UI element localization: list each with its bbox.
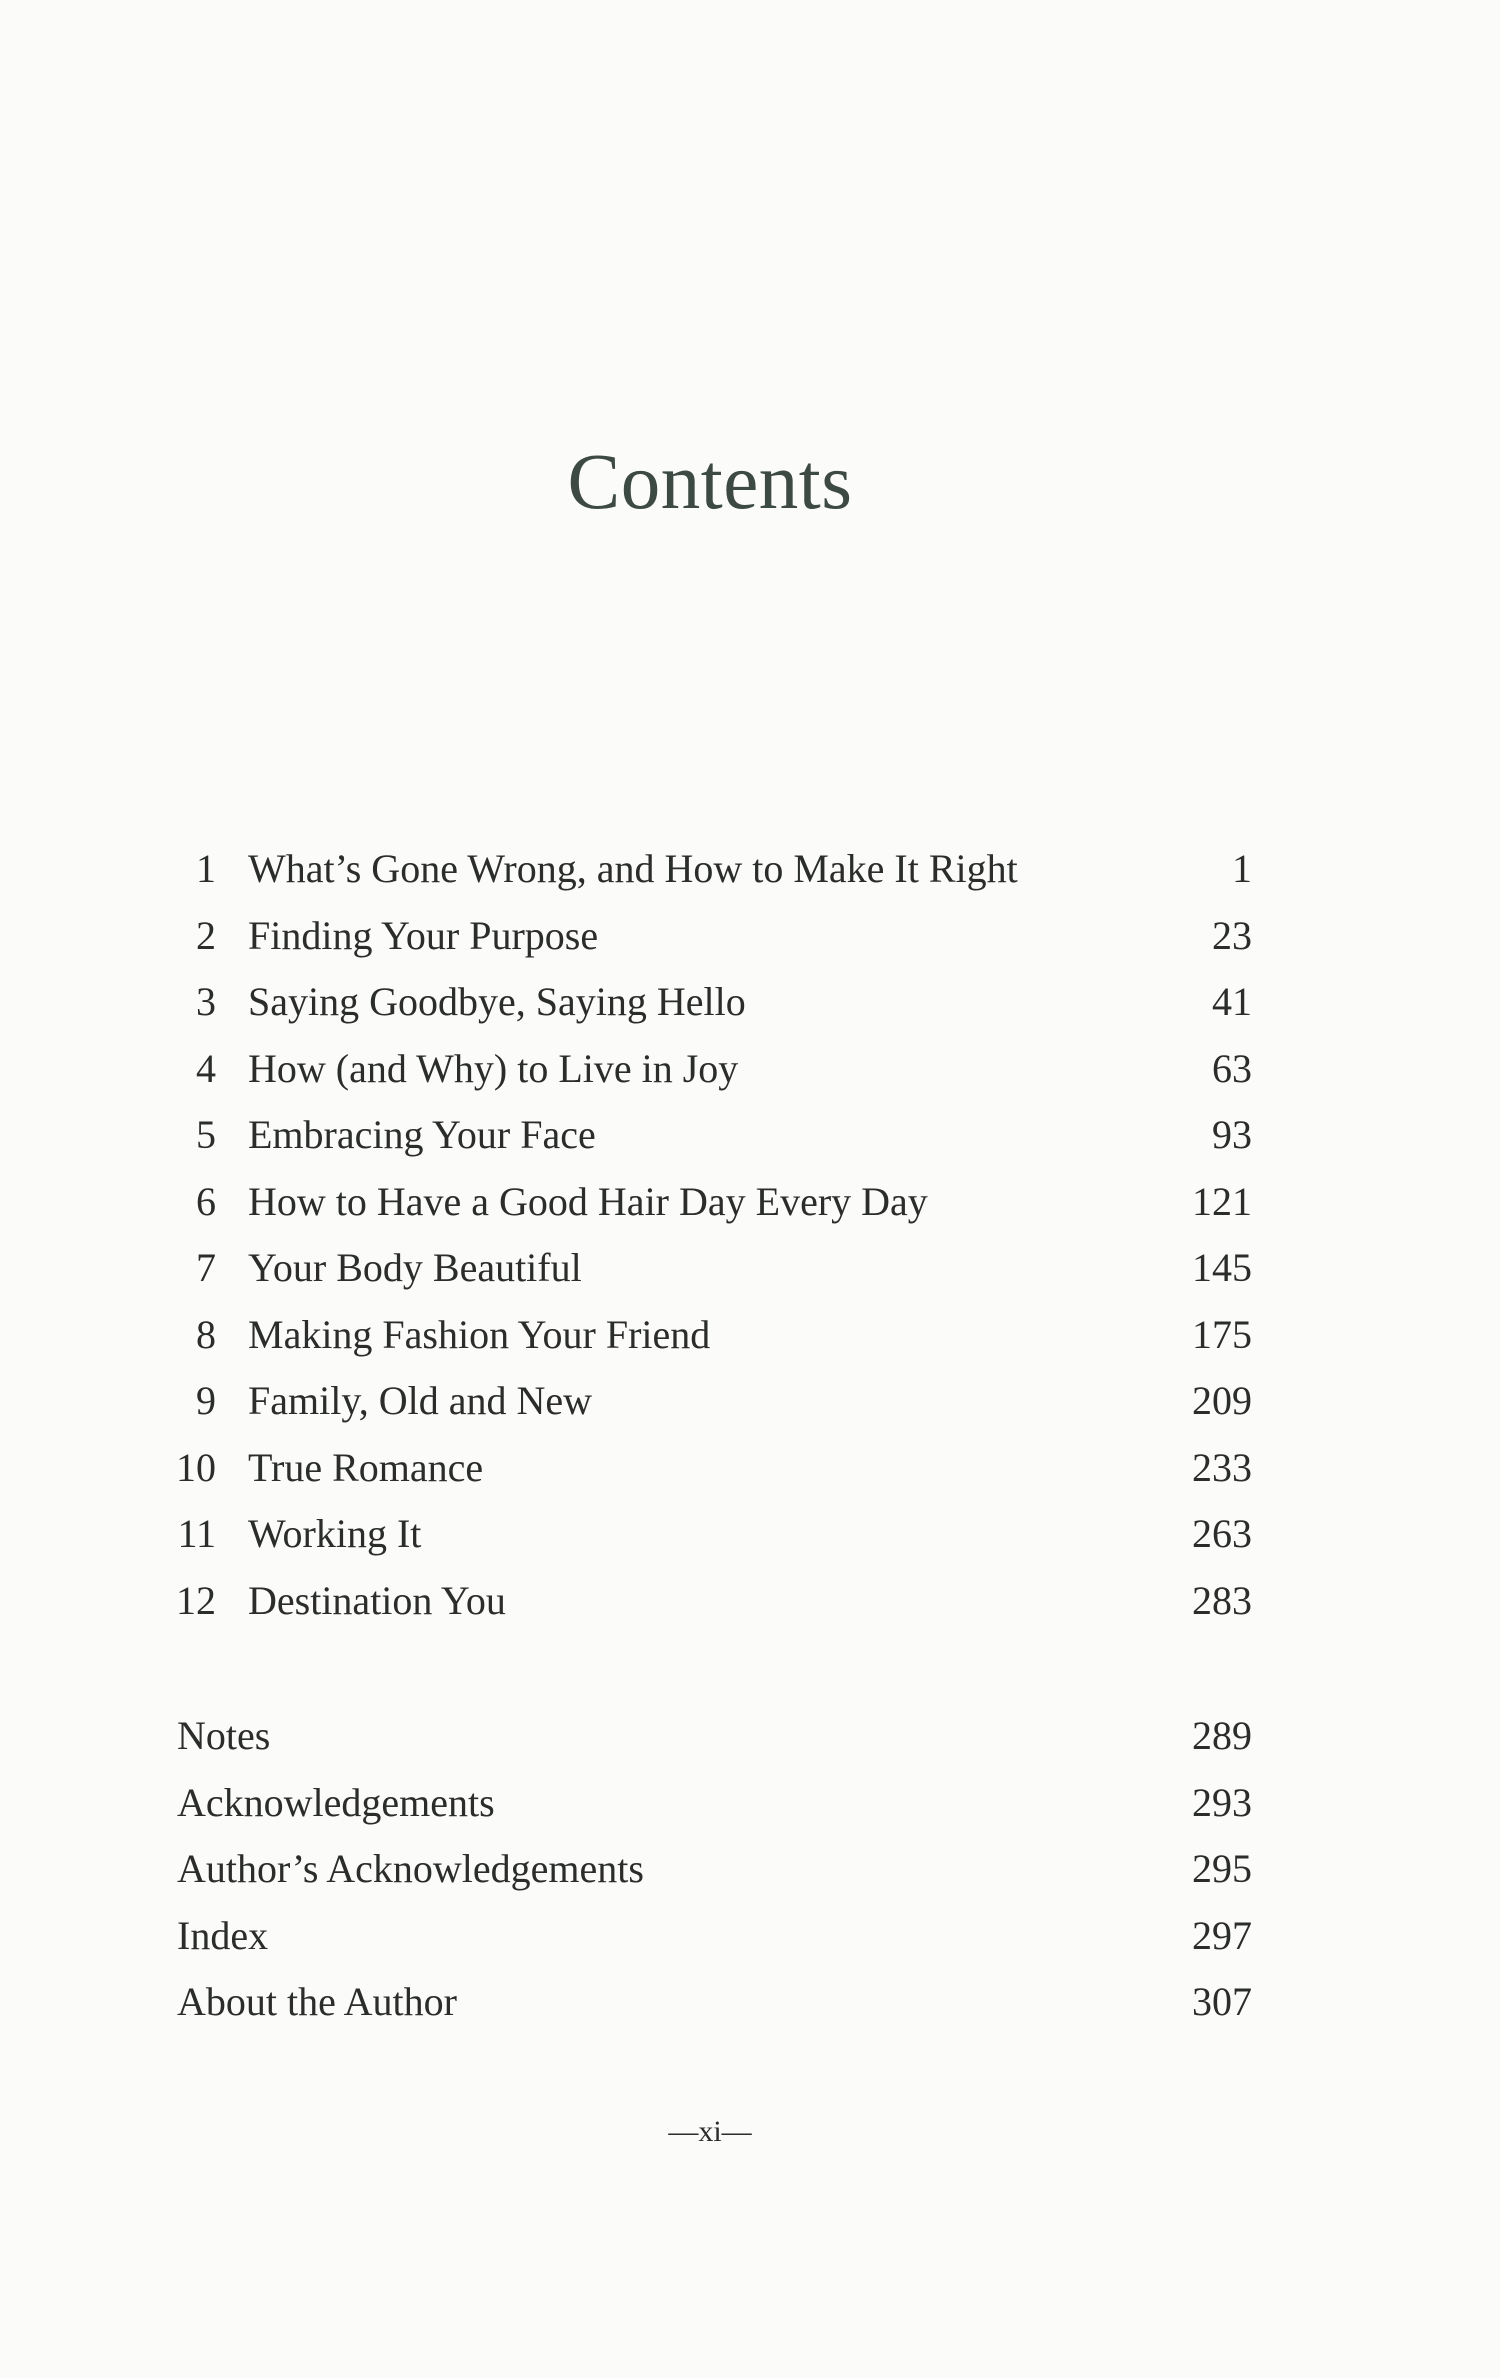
chapter-number: 6 [196, 1178, 216, 1224]
chapter-number: 2 [196, 912, 216, 958]
toc-entry-about-the-author [174, 1969, 1252, 2036]
page-number: 233 [1192, 1444, 1252, 1490]
section-title: Acknowledgements [177, 1779, 495, 1825]
chapter-title: What’s Gone Wrong, and How to Make It Right [248, 846, 1018, 891]
chapter-title: How (and Why) to Live in Joy [248, 1045, 739, 1091]
chapter-number: 9 [196, 1378, 216, 1423]
toc-entry-index [174, 1903, 1252, 1970]
page-number: 63 [1212, 1045, 1252, 1091]
section-title: Index [177, 1912, 269, 1958]
page-number: 307 [1192, 1979, 1252, 2024]
chapter-title: Embracing Your Face [248, 1112, 596, 1157]
page-number: 1 [1232, 846, 1252, 891]
toc-entry-chapter-12 [174, 1568, 1252, 1635]
chapter-title: True Romance [248, 1444, 484, 1490]
toc-entry-authors-acknowledgements [174, 1836, 1252, 1903]
toc-entry-chapter-2 [174, 903, 1252, 970]
toc-entry-chapter-3 [174, 969, 1252, 1036]
page-number: 293 [1192, 1779, 1252, 1825]
section-title: Notes [177, 1713, 271, 1758]
page-number: 175 [1192, 1311, 1252, 1357]
toc-entry-chapter-11 [174, 1501, 1252, 1568]
chapter-title: Your Body Beautiful [248, 1245, 582, 1290]
chapter-title: Making Fashion Your Friend [248, 1311, 711, 1357]
chapter-title: Saying Goodbye, Saying Hello [248, 979, 746, 1024]
chapter-title: How to Have a Good Hair Day Every Day [248, 1178, 928, 1224]
toc-entry-acknowledgements [174, 1770, 1252, 1837]
page-number: 289 [1192, 1713, 1252, 1758]
page-number: 93 [1212, 1112, 1252, 1157]
chapter-title: Finding Your Purpose [248, 912, 599, 958]
page-number: 41 [1212, 979, 1252, 1024]
toc-entry-chapter-4 [174, 1036, 1252, 1103]
back-matter-list [174, 1703, 1252, 2036]
page-number: 145 [1192, 1245, 1252, 1290]
toc-entry-chapter-1 [174, 836, 1252, 903]
page-folio: —xi— [668, 2115, 752, 2148]
chapter-number: 7 [196, 1245, 216, 1290]
page-number: 295 [1192, 1846, 1252, 1891]
chapter-number: 11 [177, 1511, 216, 1556]
page-number: 263 [1192, 1511, 1252, 1556]
toc-entry-chapter-8 [174, 1302, 1252, 1369]
page-number: 209 [1192, 1378, 1252, 1423]
chapter-list [174, 836, 1252, 1634]
chapter-number: 8 [196, 1311, 216, 1357]
toc-entry-chapter-5 [174, 1102, 1252, 1169]
toc-entry-chapter-6 [174, 1169, 1252, 1236]
toc-entry-notes [174, 1703, 1252, 1770]
chapter-number: 10 [176, 1444, 216, 1490]
section-title: Author’s Acknowledgements [177, 1846, 644, 1891]
chapter-title: Working It [248, 1511, 422, 1556]
page-number: 283 [1192, 1577, 1252, 1623]
toc-entry-chapter-7 [174, 1235, 1252, 1302]
chapter-number: 4 [196, 1045, 216, 1091]
toc-entry-chapter-10 [174, 1435, 1252, 1502]
page-number: 121 [1192, 1178, 1252, 1224]
page-title: Contents [567, 438, 853, 526]
chapter-title: Family, Old and New [248, 1378, 593, 1423]
section-title: About the Author [177, 1979, 457, 2024]
chapter-number: 3 [196, 979, 216, 1024]
page-number: 297 [1192, 1912, 1252, 1958]
chapter-number: 12 [176, 1577, 216, 1623]
chapter-number: 5 [196, 1112, 216, 1157]
page-number: 23 [1212, 912, 1252, 958]
chapter-title: Destination You [248, 1577, 506, 1623]
toc-entry-chapter-9 [174, 1368, 1252, 1435]
chapter-number: 1 [196, 846, 216, 891]
